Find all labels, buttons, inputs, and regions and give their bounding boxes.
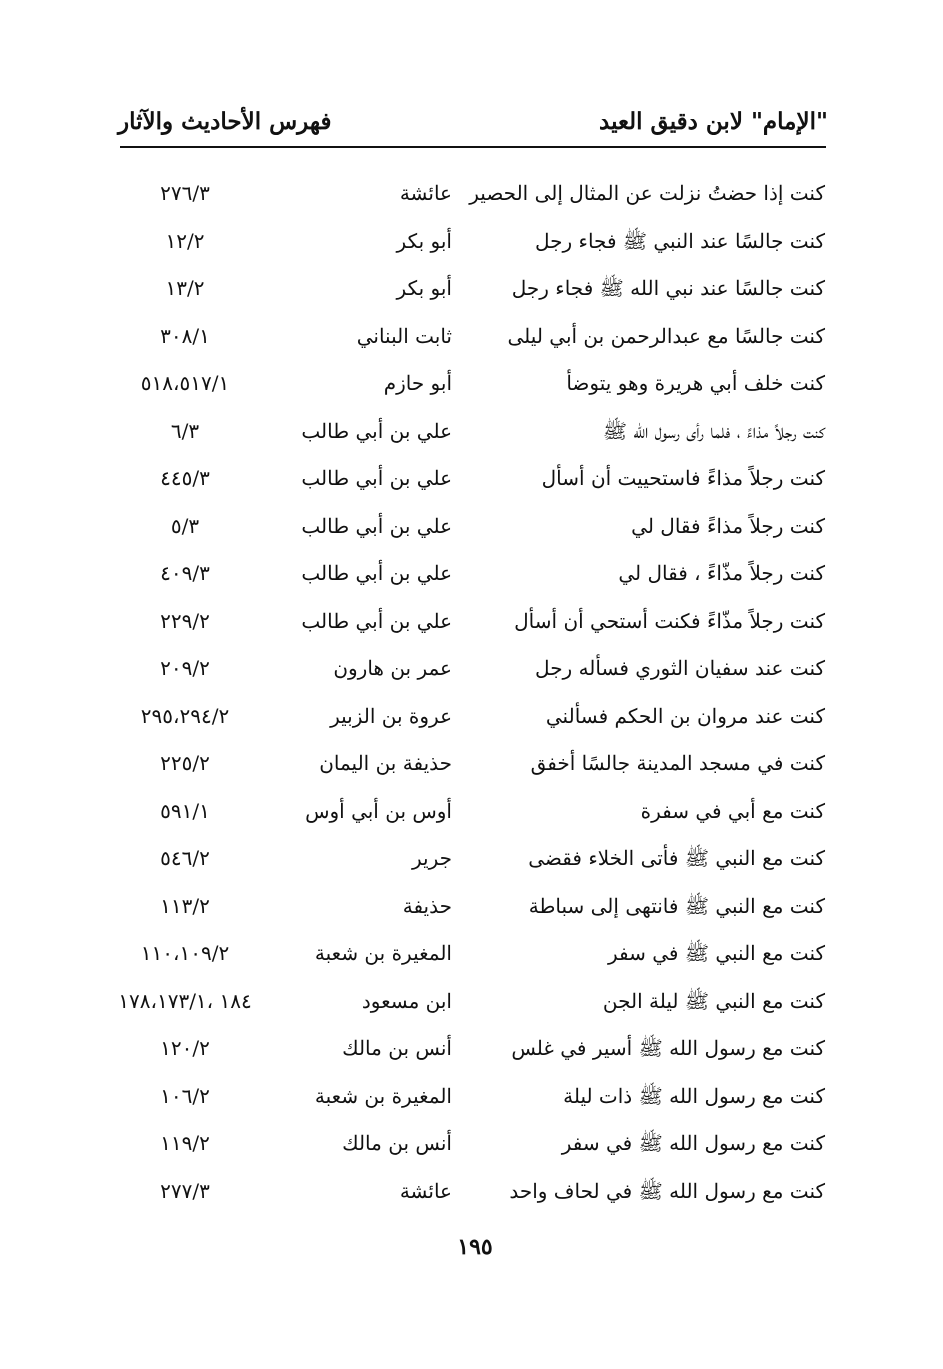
index-row (110, 550, 825, 598)
index-row (110, 645, 825, 693)
narrator-name: المغيرة بن شعبة (314, 1083, 452, 1108)
volume-page-ref: ٢٧٧/٣ (160, 1178, 210, 1203)
book-title: "الإمام" لابن دقيق العيد (599, 108, 828, 135)
narrator-name: ثابت البناني (356, 323, 452, 348)
hadith-text: كنت جالسًا عند النبي ﷺ فجاء رجل (535, 228, 825, 253)
narrator-name: أبو حازم (383, 371, 452, 395)
narrator-name: أبو بكر (396, 228, 452, 253)
hadith-text: كنت رجلاً مذّاءً ، فقال لي (618, 561, 825, 585)
narrator-name: عائشة (399, 181, 452, 205)
volume-page-ref: ١٣/٢ (165, 276, 205, 300)
index-row (110, 218, 825, 266)
narrator-name: عائشة (399, 1178, 452, 1203)
index-row (110, 455, 825, 503)
narrator-name: عمر بن هارون (333, 656, 452, 680)
hadith-text: كنت عند مروان بن الحكم فسألني (545, 703, 825, 728)
index-row (110, 503, 825, 551)
index-row (110, 598, 825, 646)
hadith-text: كنت مع رسول الله ﷺ في سفر (561, 1131, 825, 1155)
volume-page-ref: ١٢٠/٢ (160, 1036, 210, 1060)
volume-page-ref: ٥٩١/١ (160, 798, 210, 823)
narrator-name: علي بن أبي طالب (301, 418, 452, 443)
index-row (110, 170, 825, 218)
volume-page-ref: ٤٠٩/٣ (160, 561, 210, 585)
hadith-text: كنت رجلاً مذاءً فقال لي (631, 513, 825, 538)
hadith-text: كنت رجلاً مذاءً فاستحييت أن أسأل (541, 466, 825, 490)
volume-page-ref: ٢٧٦/٣ (160, 181, 210, 205)
narrator-name: جرير (412, 846, 452, 870)
hadith-text: كنت مع النبي ﷺ في سفر (607, 941, 825, 965)
index-row (110, 1073, 825, 1121)
volume-page-ref: ٢٢٩/٢ (160, 608, 210, 633)
index-row (110, 978, 825, 1026)
header-rule (120, 146, 826, 148)
index-row (110, 1025, 825, 1073)
hadith-text: كنت مع أبي في سفرة (640, 798, 825, 823)
volume-page-ref: ١٢/٢ (165, 228, 205, 253)
page-number: ١٩٥ (457, 1234, 493, 1260)
index-row (110, 265, 825, 313)
hadith-text: كنت مع رسول الله ﷺ أسير في غلس (511, 1036, 825, 1060)
hadith-text: كنت رجلاً مذّاءً فكنت أستحي أن أسأل (514, 608, 825, 633)
hadith-index-table (110, 170, 825, 1215)
index-row (110, 835, 825, 883)
volume-page-ref: ٦/٣ (170, 418, 200, 443)
hadith-text: كنت جالسًا مع عبدالرحمن بن أبي ليلى (507, 323, 825, 348)
hadith-text: كنت جالسًا عند نبي الله ﷺ فجاء رجل (511, 276, 825, 300)
narrator-name: علي بن أبي طالب (301, 513, 452, 538)
index-row (110, 1120, 825, 1168)
narrator-name: أوس بن أبي أوس (305, 798, 452, 823)
index-row (110, 788, 825, 836)
volume-page-ref: ٥٤٦/٢ (160, 846, 210, 870)
narrator-name: علي بن أبي طالب (301, 608, 452, 633)
section-title: فهرس الأحاديث والآثار (118, 108, 332, 135)
volume-page-ref: ١٠٦/٢ (160, 1083, 210, 1108)
narrator-name: عروة بن الزبير (330, 703, 452, 728)
hadith-text: كنت خلف أبي هريرة وهو يتوضأ (566, 371, 825, 395)
hadith-text: كنت في مسجد المدينة جالسًا أخفق (530, 751, 825, 775)
volume-page-ref: ٢٠٩/٢ (160, 656, 210, 680)
volume-page-ref: ١١٠،١٠٩/٢ (140, 941, 230, 965)
index-row (110, 408, 825, 456)
volume-page-ref: ٥/٣ (170, 513, 200, 538)
hadith-text: كنت مع النبي ﷺ فانتهى إلى سباطة (528, 893, 825, 918)
narrator-name: حذيفة (402, 893, 452, 918)
narrator-name: أنس بن مالك (342, 1131, 452, 1155)
hadith-text: كنت مع النبي ﷺ فأتى الخلاء فقضى (528, 846, 825, 870)
index-row (110, 740, 825, 788)
volume-page-ref: ١١٩/٢ (160, 1131, 210, 1155)
hadith-text: كنت مع رسول الله ﷺ ذات ليلة (563, 1083, 825, 1108)
hadith-text: كنت مع النبي ﷺ ليلة الجن (602, 988, 825, 1013)
narrator-name: المغيرة بن شعبة (314, 941, 452, 965)
narrator-name: علي بن أبي طالب (301, 466, 452, 490)
narrator-name: أبو بكر (396, 276, 452, 300)
hadith-text: كنت عند سفيان الثوري فسأله رجل (535, 656, 825, 680)
volume-page-ref: ١٨٤ ،١٧٨،١٧٣/١ (118, 988, 252, 1013)
index-row (110, 883, 825, 931)
index-row (110, 693, 825, 741)
volume-page-ref: ٤٤٥/٣ (160, 466, 210, 490)
hadith-text: كنت مع رسول الله ﷺ في لحاف واحد (509, 1178, 825, 1203)
index-row (110, 360, 825, 408)
narrator-name: علي بن أبي طالب (301, 561, 452, 585)
volume-page-ref: ٥١٨،٥١٧/١ (140, 371, 230, 395)
hadith-text: كنت رجلاً مذاءً ، فلما رأى رسول الله ﷺ (602, 418, 825, 443)
narrator-name: ابن مسعود (361, 988, 452, 1013)
narrator-name: حذيفة بن اليمان (319, 751, 452, 775)
running-head (118, 98, 828, 148)
index-row (110, 313, 825, 361)
narrator-name: أنس بن مالك (342, 1036, 452, 1060)
hadith-text: كنت إذا حضتُ نزلت عن المثال إلى الحصير (469, 181, 825, 205)
volume-page-ref: ١١٣/٢ (160, 893, 210, 918)
volume-page-ref: ٣٠٨/١ (160, 323, 210, 348)
index-row (110, 930, 825, 978)
volume-page-ref: ٢٩٥،٢٩٤/٢ (140, 703, 230, 728)
index-row (110, 1168, 825, 1216)
volume-page-ref: ٢٢٥/٢ (160, 751, 210, 775)
